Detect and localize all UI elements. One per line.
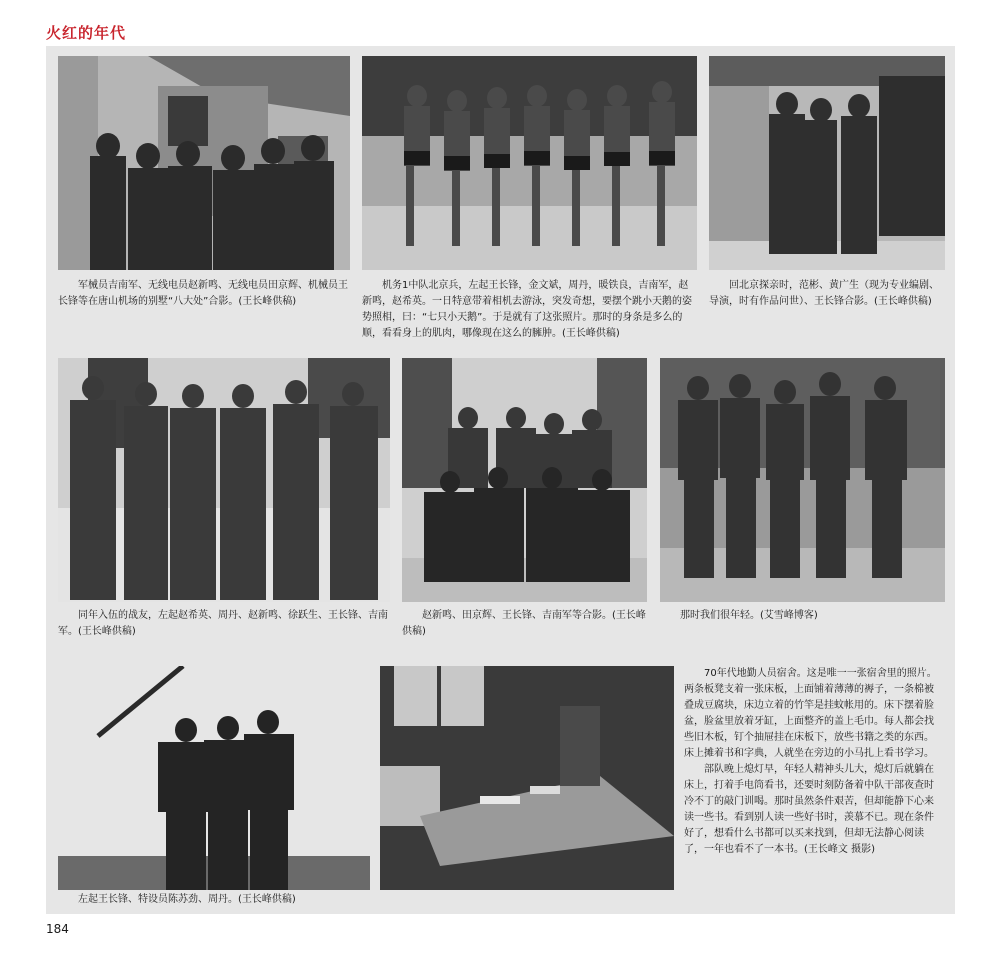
photo-group-portrait [402,358,647,602]
caption-photo1: 军械员吉南军、无线电员赵新鸣、无线电员田京辉、机械员王长锋等在唐山机场的别墅“八大处”合影。(王长峰供稿) [58,280,348,307]
caption-photo5: 赵新鸣、田京辉、王长锋、吉南军等合影。(王长峰供稿) [402,610,646,637]
caption-photo4: 同年入伍的战友，左起赵希英、周丹、赵新鸣、徐跃生、王长锋、吉南军。(王长峰供稿) [58,610,388,637]
photo-same-year-comrades [58,358,390,602]
caption-photo2: 机务1中队北京兵，左起王长锋，金文斌，周丹，暖铁良，吉南军，赵新鸣，赵希英。一日特意带着相机去游泳，突发奇想，要摆个跳小天鹅的姿势照相，曰：“七只小天鹅”。于是就有了这张照片。那时的身条是多么的顺，看看身上的肌肉，哪像现在这么的臃肿。(王长峰供稿) [362,280,692,339]
caption-photo3: 回北京探亲时，范彬、黄广生（现为专业编剧、导演，时有作品问世）、王长锋合影。(王长峰供稿) [709,280,939,307]
photo-group-at-villa [58,56,350,270]
dormitory-article [684,666,940,858]
caption-photo7: 左起王长锋、特设员陈苏劲、周丹。(王长峰供稿) [78,894,296,905]
photo-home-visit [709,56,945,270]
photo-we-were-young [660,358,945,602]
article-paragraph-2: 部队晚上熄灯早，年轻人精神头儿大，熄灯后就躺在床上，打着手电筒看书，还要时刻防备着中队干部夜查时冷不丁的敲门训喝。那时虽然条件艰苦，但却能静下心来读一些书。看到别人读一些好书时，羡慕不已。现在条件好了，想看什么书都可以买来找到，但却无法静心阅读了，一年也看不了一本书。(王长峰文 摄影) [684,764,934,855]
photo-with-rifle [58,666,370,890]
section-title: 火红的年代 [46,24,127,42]
photo-seven-swans [362,56,697,270]
article-paragraph-1: 70年代地勤人员宿舍。这是唯一一张宿舍里的照片。两条板凳支着一张床板，上面铺着薄薄的褥子，一条棉被叠成豆腐块，床边立着的竹竿是挂蚊帐用的。床下摆着脸盆，脸盆里放着牙缸，上面整齐的盖上毛巾。每人都会找些旧木板，钉个抽屉挂在床板下，放些书籍之类的东西。床上摊着书和字典，人就坐在旁边的小马扎上看书学习。 [684,668,937,759]
caption-photo6: 那时我们很年轻。(艾雪峰博客) [680,610,818,621]
photo-dormitory [380,666,674,890]
page-number: 184 [46,922,69,936]
